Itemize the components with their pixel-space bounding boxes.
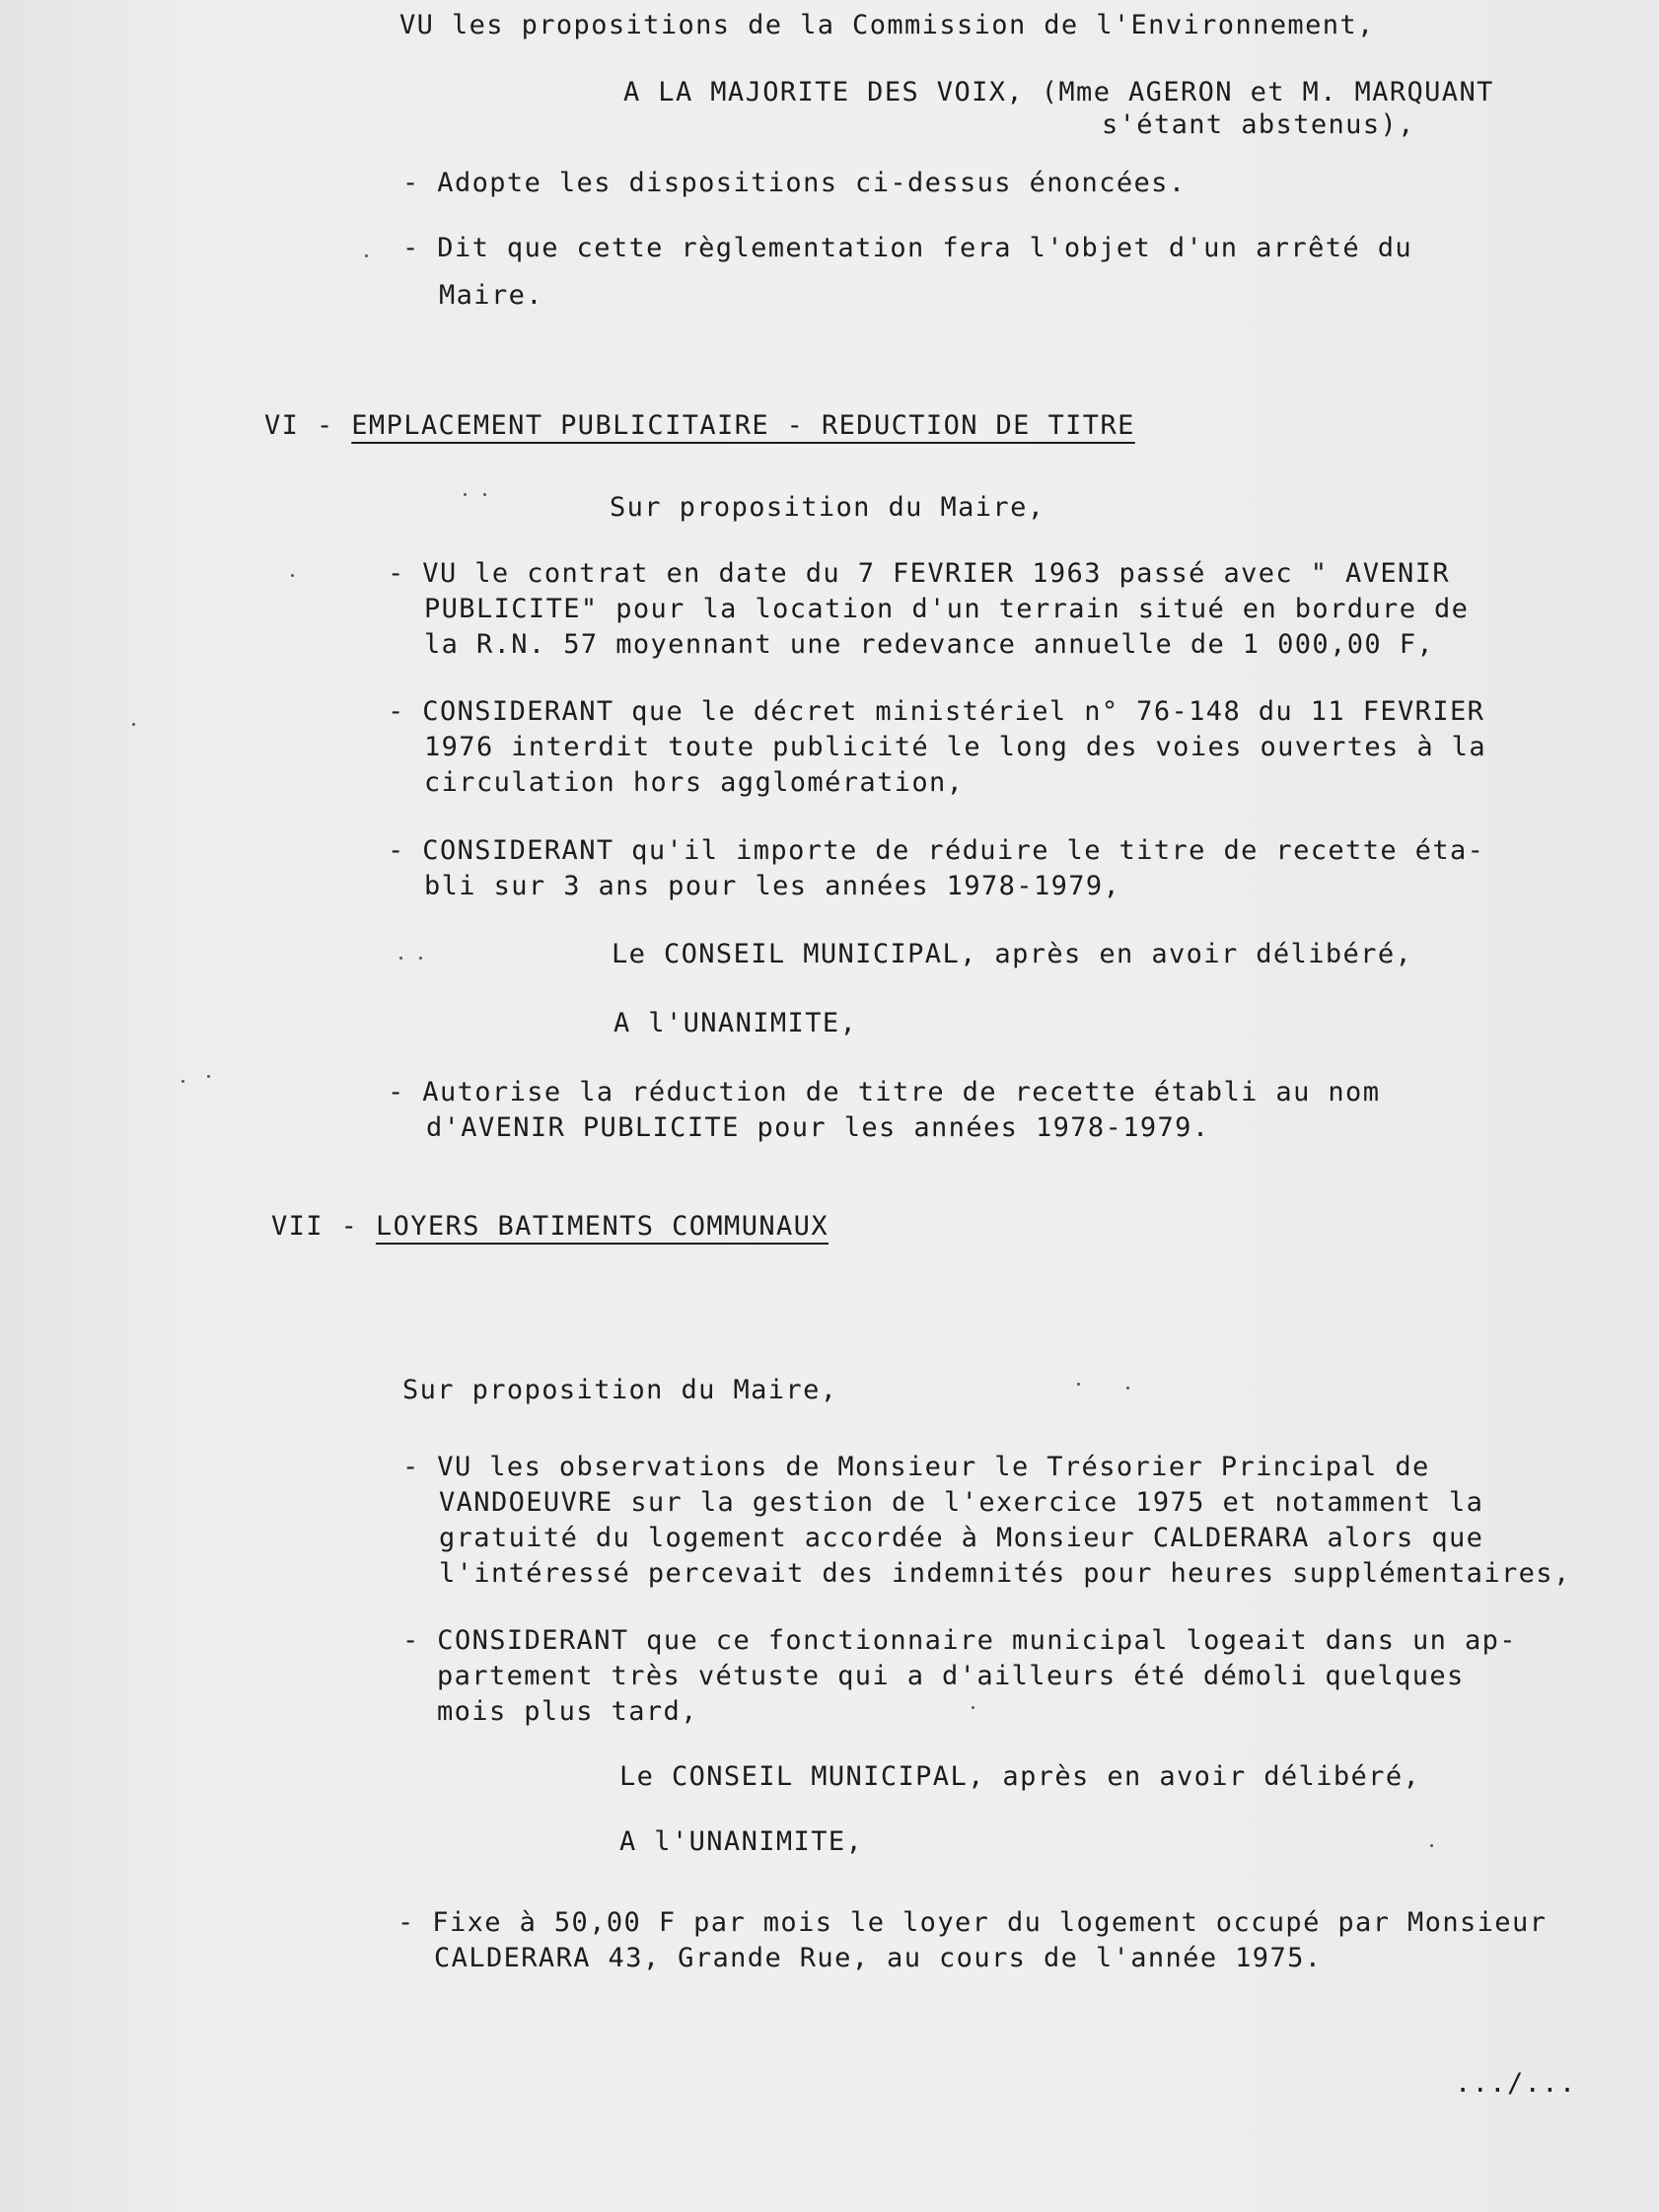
vii-fixe-line-2: CALDERARA 43, Grande Rue, au cours de l'année 1975. bbox=[434, 1943, 1323, 1973]
vii-unanimite-line: A l'UNANIMITE, bbox=[619, 1826, 864, 1857]
vii-considerant-line-2: partement très vétuste qui a d'ailleurs été démoli quelques bbox=[437, 1661, 1465, 1691]
vii-conseil-line: Le CONSEIL MUNICIPAL, après en avoir délibéré, bbox=[619, 1761, 1421, 1792]
scan-speck bbox=[464, 493, 467, 496]
dit-line-2: Maire. bbox=[439, 280, 543, 311]
vii-vu-line-2: VANDOEUVRE sur la gestion de l'exercice 1975 et notamment la bbox=[439, 1487, 1484, 1518]
vi-considerant2-line-1: - CONSIDERANT qu'il importe de réduire le titre de recette éta- bbox=[388, 835, 1485, 866]
section-vi-title: EMPLACEMENT PUBLICITAIRE - REDUCTION DE TITRE bbox=[351, 410, 1135, 441]
vii-vu-line-1: - VU les observations de Monsieur le Trésorier Principal de bbox=[402, 1452, 1430, 1482]
vi-conseil-line: Le CONSEIL MUNICIPAL, après en avoir délibéré, bbox=[612, 939, 1413, 969]
scan-speck bbox=[207, 1075, 210, 1078]
section-vii-title: LOYERS BATIMENTS COMMUNAUX bbox=[375, 1211, 829, 1242]
vi-autorise-line-2: d'AVENIR PUBLICITE pour les années 1978-1979. bbox=[426, 1112, 1210, 1143]
vi-autorise-line-1: - Autorise la réduction de titre de recette établi au nom bbox=[388, 1077, 1381, 1107]
scan-speck bbox=[419, 957, 422, 960]
vi-vu-line-2: PUBLICITE" pour la location d'un terrain situé en bordure de bbox=[424, 594, 1470, 624]
scan-speck bbox=[972, 1706, 974, 1709]
vii-considerant-line-3: mois plus tard, bbox=[437, 1696, 698, 1727]
adopte-line: - Adopte les dispositions ci-dessus énoncées. bbox=[402, 168, 1187, 198]
scan-speck bbox=[181, 1080, 184, 1083]
vi-considerant1-line-3: circulation hors agglomération, bbox=[424, 767, 965, 798]
scan-speck bbox=[132, 723, 135, 726]
scan-speck bbox=[1126, 1387, 1129, 1390]
vii-vu-line-4: l'intéressé percevait des indemnités pour heures supplémentaires, bbox=[439, 1558, 1571, 1589]
vii-considerant-line-1: - CONSIDERANT que ce fonctionnaire municipal logeait dans un ap- bbox=[402, 1625, 1517, 1656]
scan-speck bbox=[483, 493, 486, 496]
vi-vu-line-3: la R.N. 57 moyennant une redevance annuelle de 1 000,00 F, bbox=[424, 629, 1435, 660]
vi-considerant1-line-2: 1976 interdit toute publicité le long des voies ouvertes à la bbox=[424, 732, 1486, 762]
continuation-mark: .../... bbox=[1455, 2068, 1577, 2099]
section-vi-number: VI - bbox=[264, 410, 352, 441]
section-vii-heading bbox=[271, 1209, 829, 1245]
vi-unanimite-line: A l'UNANIMITE, bbox=[613, 1008, 858, 1038]
scan-speck bbox=[1077, 1383, 1080, 1386]
scan-speck bbox=[365, 254, 368, 257]
dit-line-1: - Dit que cette règlementation fera l'objet d'un arrêté du bbox=[402, 233, 1413, 263]
vi-considerant1-line-1: - CONSIDERANT que le décret ministériel n° 76-148 du 11 FEVRIER bbox=[388, 696, 1485, 727]
scan-speck bbox=[291, 574, 294, 577]
vi-proposition-line: Sur proposition du Maire, bbox=[610, 492, 1046, 523]
vii-vu-line-3: gratuité du logement accordée à Monsieur CALDERARA alors que bbox=[439, 1523, 1484, 1553]
vii-proposition-line: Sur proposition du Maire, bbox=[402, 1375, 838, 1405]
majorite-line-2: s'étant abstenus), bbox=[1102, 109, 1415, 140]
majorite-line-1: A LA MAJORITE DES VOIX, (Mme AGERON et M. MARQUANT bbox=[623, 77, 1494, 107]
vi-considerant2-line-2: bli sur 3 ans pour les années 1978-1979, bbox=[424, 871, 1121, 901]
scan-speck bbox=[1430, 1844, 1433, 1847]
vi-vu-line-1: - VU le contrat en date du 7 FEVRIER 1963 passé avec " AVENIR bbox=[388, 558, 1450, 589]
vii-fixe-line-1: - Fixe à 50,00 F par mois le loyer du logement occupé par Monsieur bbox=[397, 1907, 1548, 1938]
section-vi-heading bbox=[264, 408, 1135, 444]
section-vii-number: VII - bbox=[271, 1211, 376, 1242]
scan-speck bbox=[399, 957, 402, 960]
vu-environnement-line: VU les propositions de la Commission de l'Environnement, bbox=[399, 10, 1375, 40]
